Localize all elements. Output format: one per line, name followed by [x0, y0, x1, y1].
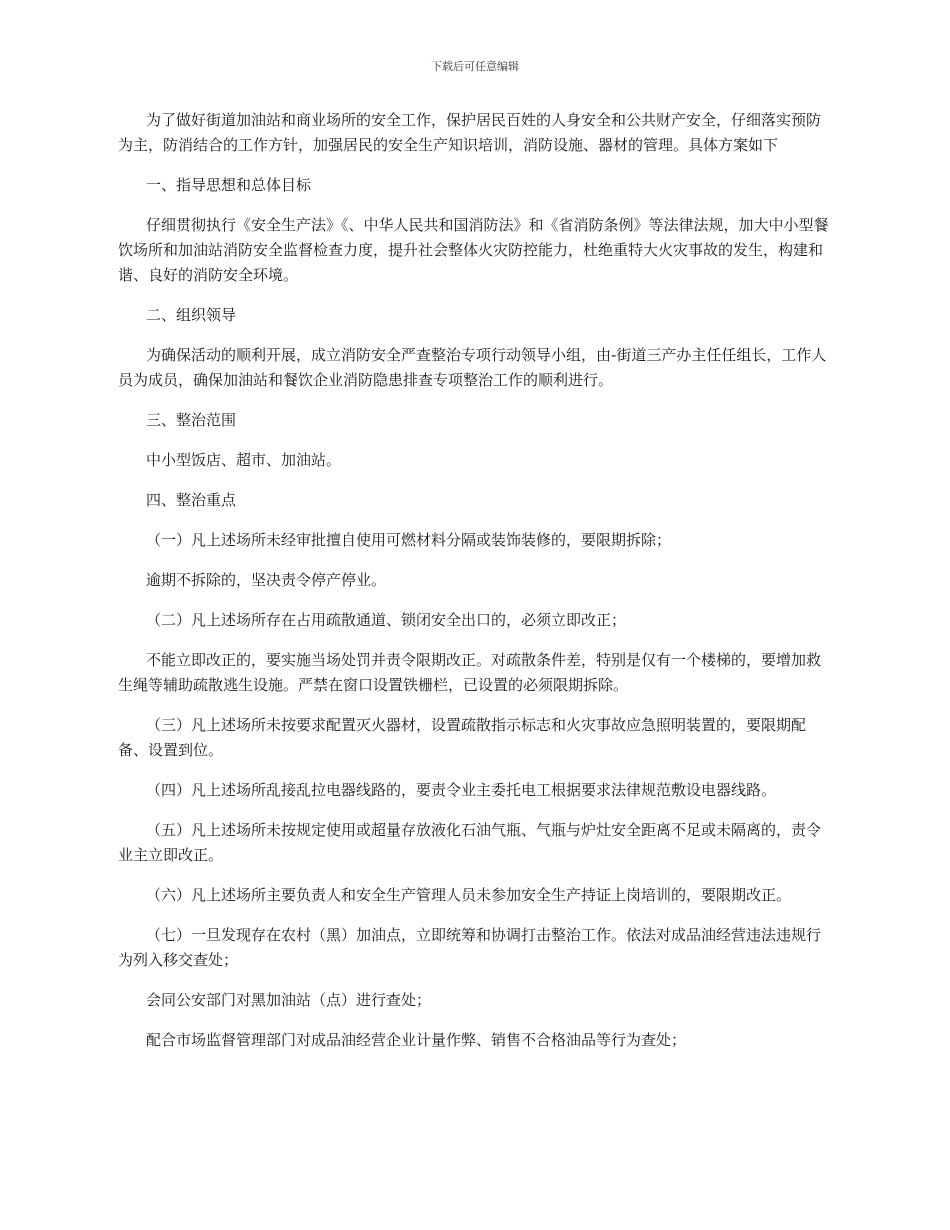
intro-paragraph: 为了做好街道加油站和商业场所的安全工作，保护居民百姓的人身安全和公共财产安全，仔细落实预防为主，防消结合的工作方针，加强居民的安全生产知识培训，消防设施、器材的管理。具体方案如下 — [118, 111, 822, 154]
focus-item-3: （三）凡上述场所未按要求配置灭火器材，设置疏散指示标志和火灾事故应急照明装置的，要限期配备、设置到位。 — [118, 716, 807, 759]
section-heading-4: 四、整治重点 — [146, 491, 237, 509]
focus-item-4: （四）凡上述场所乱接乱拉电器线路的，要责令业主委托电工根据要求法律规范敷设电器线路。 — [146, 781, 777, 799]
focus-item-1-cont: 逾期不拆除的，坚决责令停产停业。 — [146, 571, 387, 589]
page-header: 下载后可任意编辑 — [431, 60, 519, 73]
focus-item-2: （二）凡上述场所存在占用疏散通道、锁闭安全出口的，必须立即改正； — [146, 611, 627, 629]
focus-item-7: （七）一旦发现存在农村（黑）加油点，立即统筹和协调打击整治工作。依法对成品油经营违法违规行为列入移交查处； — [118, 926, 822, 969]
section-heading-2: 二、组织领导 — [146, 306, 237, 324]
focus-item-1: （一）凡上述场所未经审批擅自使用可燃材料分隔或装饰装修的，要限期拆除； — [146, 531, 672, 549]
focus-item-5: （五）凡上述场所未按规定使用或超量存放液化石油气瓶、气瓶与炉灶安全距离不足或未隔离的，责令业主立即改正。 — [118, 821, 822, 864]
leadership-paragraph: 为确保活动的顺利开展，成立消防安全严查整治专项行动领导小组，由-街道三产办主任任组长，工作人员为成员，确保加油站和餐饮企业消防隐患排查专项整治工作的顺利进行。 — [118, 346, 827, 389]
focus-item-2-cont: 不能立即改正的，要实施当场处罚并责令限期改正。对疏散条件差，特别是仅有一个楼梯的，要增加救生绳等辅助疏散逃生设施。严禁在窗口设置铁栅栏，已设置的必须限期拆除。 — [118, 651, 822, 694]
section-heading-3: 三、整治范围 — [146, 411, 237, 429]
document-body — [118, 108, 834, 1068]
guiding-principle-paragraph: 仔细贯彻执行《安全生产法》《、中华人民共和国消防法》和《省消防条例》等法律法规，加大中小型餐饮场所和加油站消防安全监督检查力度，提升社会整体火灾防控能力，杜绝重特大火灾事故的发生，构建和谐、良好的消防安全环境。 — [118, 216, 829, 284]
section-heading-1: 一、指导思想和总体目标 — [146, 176, 312, 194]
focus-item-7-cont-1: 会同公安部门对黑加油站（点）进行查处； — [146, 991, 432, 1009]
scope-paragraph: 中小型饭店、超市、加油站。 — [146, 451, 342, 469]
focus-item-6: （六）凡上述场所主要负责人和安全生产管理人员未参加安全生产持证上岗培训的，要限期改正。 — [146, 886, 792, 904]
focus-item-7-cont-2: 配合市场监督管理部门对成品油经营企业计量作弊、销售不合格油品等行为查处； — [146, 1031, 687, 1049]
